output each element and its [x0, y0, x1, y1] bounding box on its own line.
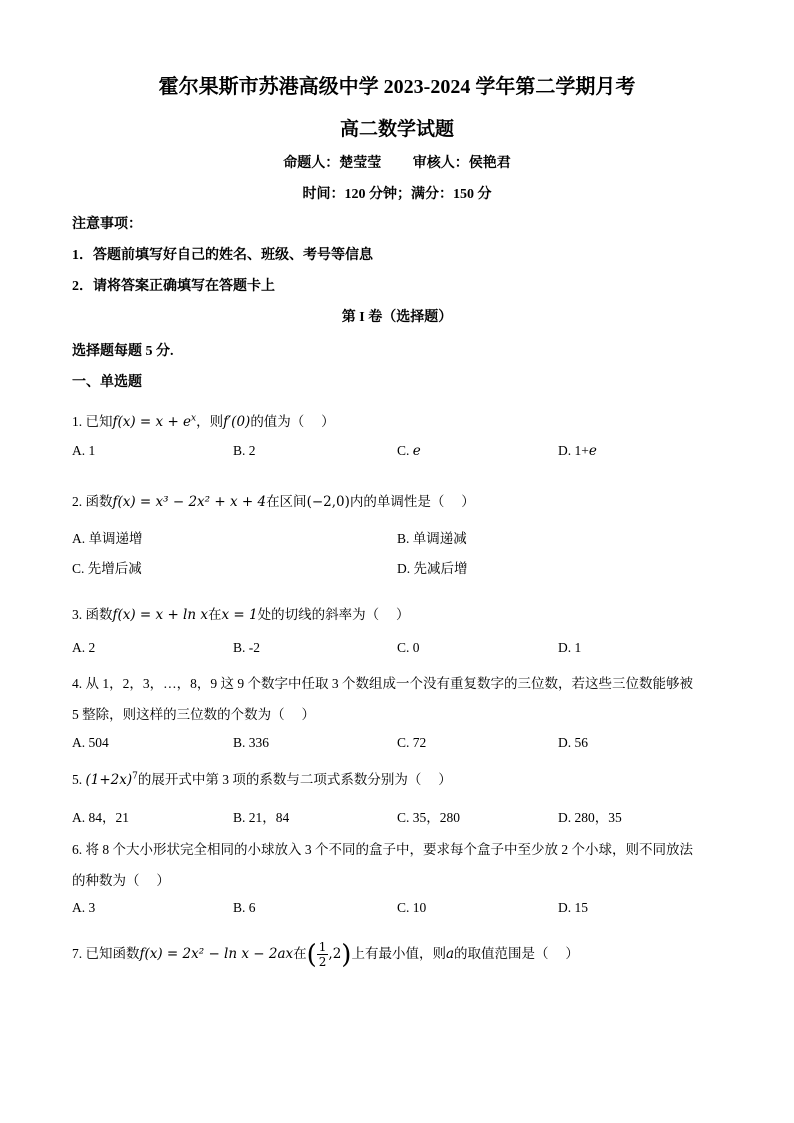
option-d: D. 先减后增: [397, 561, 468, 576]
exam-subtitle: 高二数学试题: [339, 119, 454, 140]
question-text: 已知函数: [85, 946, 140, 961]
option-c: C. 10: [397, 900, 427, 915]
option-a: A. 2: [72, 640, 96, 655]
question-formula-2: (−2,0): [306, 494, 350, 510]
question-number: 4.: [72, 676, 83, 691]
question-6: [72, 838, 693, 858]
question-text: 在: [293, 946, 307, 961]
question-number: 6.: [72, 842, 83, 857]
option-b: B. 336: [233, 735, 270, 750]
question-text: 在: [207, 607, 222, 622]
question-number: 2.: [72, 494, 83, 509]
notes-heading: 注意事项：: [72, 217, 142, 232]
note-item-2: 2．请将答案正确填写在答题卡上: [72, 279, 275, 294]
option-b: B. 6: [233, 900, 256, 915]
question-text: 上有最小值，则: [351, 946, 446, 961]
option-d: D. 1+e: [558, 443, 597, 459]
question-text: ，则: [196, 414, 224, 429]
question-formula: f(x) = x + ln x: [112, 607, 208, 623]
interval-end: ,2: [328, 946, 342, 962]
left-paren: (: [306, 939, 317, 970]
note-item-1: 1．答题前填写好自己的姓名、班级、考号等信息: [72, 248, 373, 263]
question-number: 7.: [72, 946, 83, 961]
question-formula: f(x) = x³ − 2x² + x + 4: [112, 494, 267, 510]
exam-authors: 命题人：楚莹莹 审核人：侯艳君: [283, 156, 511, 171]
option-c: C. e: [397, 443, 421, 459]
question-text: 已知: [85, 414, 113, 429]
question-number: 1.: [72, 414, 83, 429]
question-text: 在区间: [266, 494, 307, 509]
option-b: B. -2: [233, 640, 260, 655]
option-b: B. 21，84: [233, 810, 290, 825]
question-formula: (1+2x): [85, 772, 133, 788]
question-text: 内的单调性是（ ）: [349, 494, 475, 509]
option-c: C. 72: [397, 735, 427, 750]
option-c: C. 35，280: [397, 810, 461, 825]
exam-title: 霍尔果斯市苏港高级中学 2023-2024 学年第二学期月考: [158, 76, 636, 98]
question-text: 从 1，2，3，…，8，9 这 9 个数字中任取 3 个数组成一个没有重复数字的三位数，若这些三位数能够被: [85, 676, 693, 691]
option-a: A. 单调递增: [72, 531, 143, 546]
exam-time-score: 时间：120 分钟；满分：150 分: [302, 187, 492, 202]
question-text: 将 8 个大小形状完全相同的小球放入 3 个不同的盒子中，要求每个盒子中至少放 2 个小球，则不同放法: [85, 842, 693, 857]
option-d: D. 15: [558, 900, 588, 915]
option-b: B. 2: [233, 443, 256, 458]
question-5: [72, 768, 452, 788]
option-d: D. 56: [558, 735, 588, 750]
question-text: 函数: [85, 494, 113, 509]
question-7: [72, 936, 579, 973]
question-text: 的展开式中第 3 项的系数与二项式系数分别为（ ）: [137, 772, 452, 787]
option-a: A. 1: [72, 443, 96, 458]
option-c: C. 先增后减: [72, 561, 142, 576]
fraction-one-half: $\frac{1}{2}$: [318, 940, 327, 970]
option-c: C. 0: [397, 640, 420, 655]
option-a: A. 3: [72, 900, 96, 915]
formula-exponent: x: [191, 413, 197, 424]
option-d: D. 1: [558, 640, 582, 655]
formula-exponent: 7: [132, 771, 138, 782]
section-title: 第 I 卷（选择题）: [341, 310, 453, 325]
option-b: B. 单调递减: [397, 531, 467, 546]
variable-a: a: [445, 946, 455, 962]
option-a: A. 504: [72, 735, 109, 750]
question-text: 函数: [85, 607, 113, 622]
section-points: 选择题每题 5 分.: [72, 344, 174, 359]
question-3: [72, 603, 409, 623]
right-paren: ): [341, 939, 352, 970]
question-number: 3.: [72, 607, 83, 622]
question-formula-2: f′(0): [223, 414, 251, 430]
question-text: 处的切线的斜率为（ ）: [257, 607, 410, 622]
question-formula-2: x = 1: [221, 607, 258, 623]
question-1: [72, 410, 335, 430]
option-a: A. 84，21: [72, 810, 129, 825]
question-text: 的取值范围是（ ）: [454, 946, 579, 961]
question-formula: f(x) = 2x² − ln x − 2ax: [139, 946, 294, 962]
question-text: 的值为（ ）: [250, 414, 335, 429]
question-number: 5.: [72, 772, 83, 787]
question-formula: f(x) = x + e: [112, 414, 192, 430]
question-4-line-2: 5 整除，则这样的三位数的个数为（ ）: [72, 707, 315, 722]
question-2: [72, 490, 475, 510]
section-part: 一、单选题: [72, 375, 142, 390]
option-d: D. 280，35: [558, 810, 622, 825]
question-4: [72, 672, 693, 692]
question-6-line-2: 的种数为（ ）: [72, 873, 170, 888]
